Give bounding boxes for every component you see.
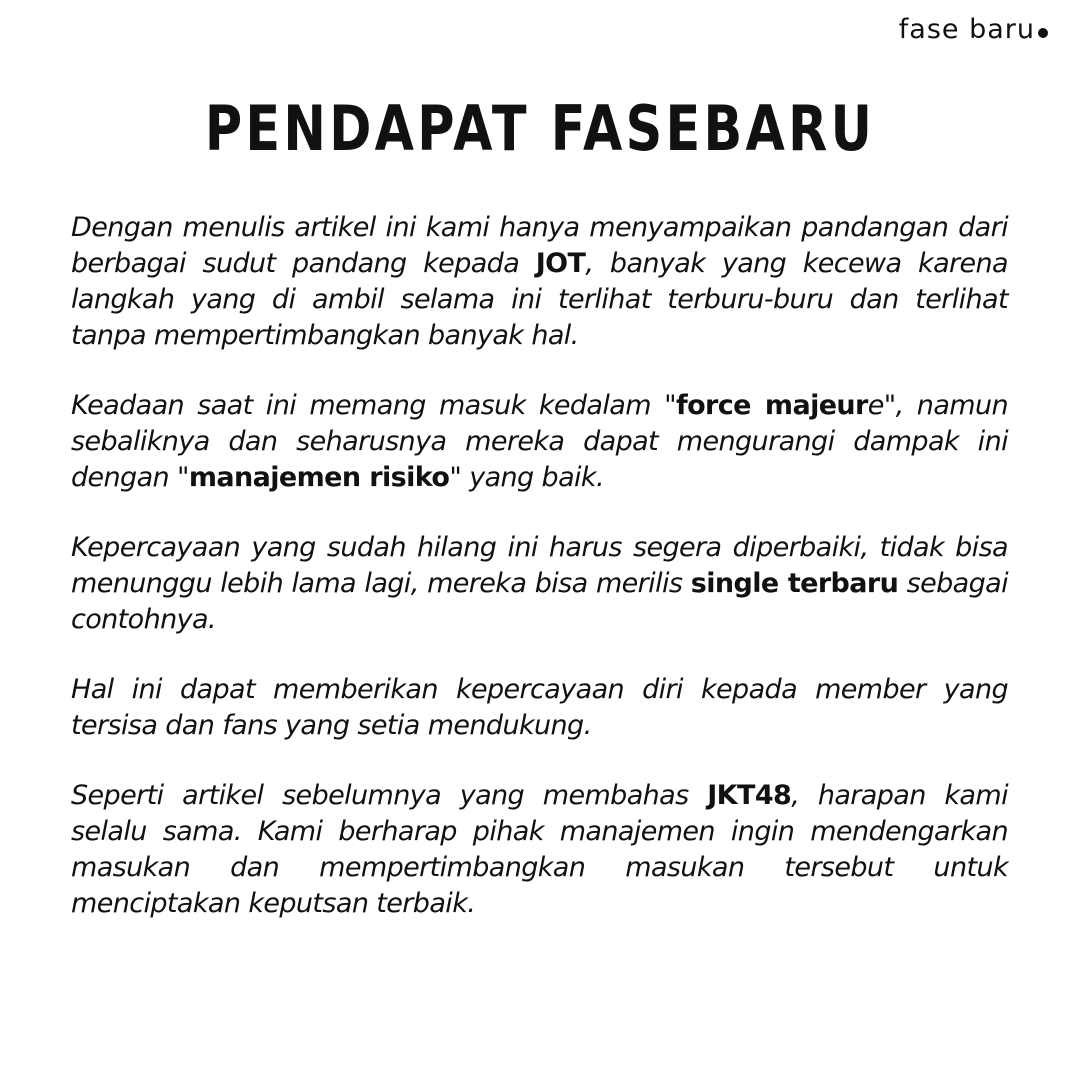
paragraph-text: " yang baik. — [449, 462, 604, 493]
paragraph-text: Seperti artikel sebelumnya yang membahas — [71, 780, 708, 811]
brand-dot-icon — [1038, 28, 1048, 38]
page-title: PENDAPAT FASEBARU — [204, 92, 876, 165]
highlight-jkt48: JKT48 — [707, 780, 792, 811]
highlight-single-terbaru: single terbaru — [690, 568, 899, 599]
paragraph-text: e", namun sebaliknya dan seharusnya mereka dapat mengurangi dampak ini dengan " — [71, 390, 1008, 493]
paragraph-text: Kepercayaan yang sudah hilang ini harus segera diperbaiki, tidak bisa menunggu lebih lama lagi, mereka bisa merilis — [71, 532, 1008, 599]
paragraph-text: , harapan kami selalu sama. Kami berharap pihak manajemen ingin mendengarkan masukan dan mempertimbangkan masukan tersebut untuk menciptakan keputsan terbaik. — [71, 780, 1008, 919]
brand-logo — [899, 14, 1048, 45]
paragraph-text: Hal ini dapat memberikan kepercayaan diri kepada member yang tersisa dan fans yang setia mendukung. — [71, 674, 1008, 741]
brand-name: fase baru — [898, 14, 1035, 45]
paragraph-text: Keadaan saat ini memang masuk kedalam " — [71, 390, 676, 421]
paragraph-text: , banyak yang kecewa karena langkah yang di ambil selama ini terlihat terburu-buru dan terlihat tanpa mempertimbangkan banyak hal. — [71, 248, 1008, 351]
article-body — [71, 210, 1008, 956]
highlight-force-majeure: force majeur — [675, 390, 868, 421]
paragraph-4 — [71, 672, 1008, 744]
paragraph-1 — [71, 210, 1008, 354]
paragraph-5 — [71, 778, 1008, 922]
paragraph-text: Dengan menulis artikel ini kami hanya menyampaikan pandangan dari berbagai sudut pandang kepada — [71, 212, 1008, 279]
paragraph-3 — [71, 530, 1008, 638]
paragraph-text: sebagai contohnya. — [71, 568, 1008, 635]
paragraph-2 — [71, 388, 1008, 496]
highlight-risk-management: manajemen risiko — [188, 462, 450, 493]
highlight-jot: JOT — [535, 248, 586, 279]
